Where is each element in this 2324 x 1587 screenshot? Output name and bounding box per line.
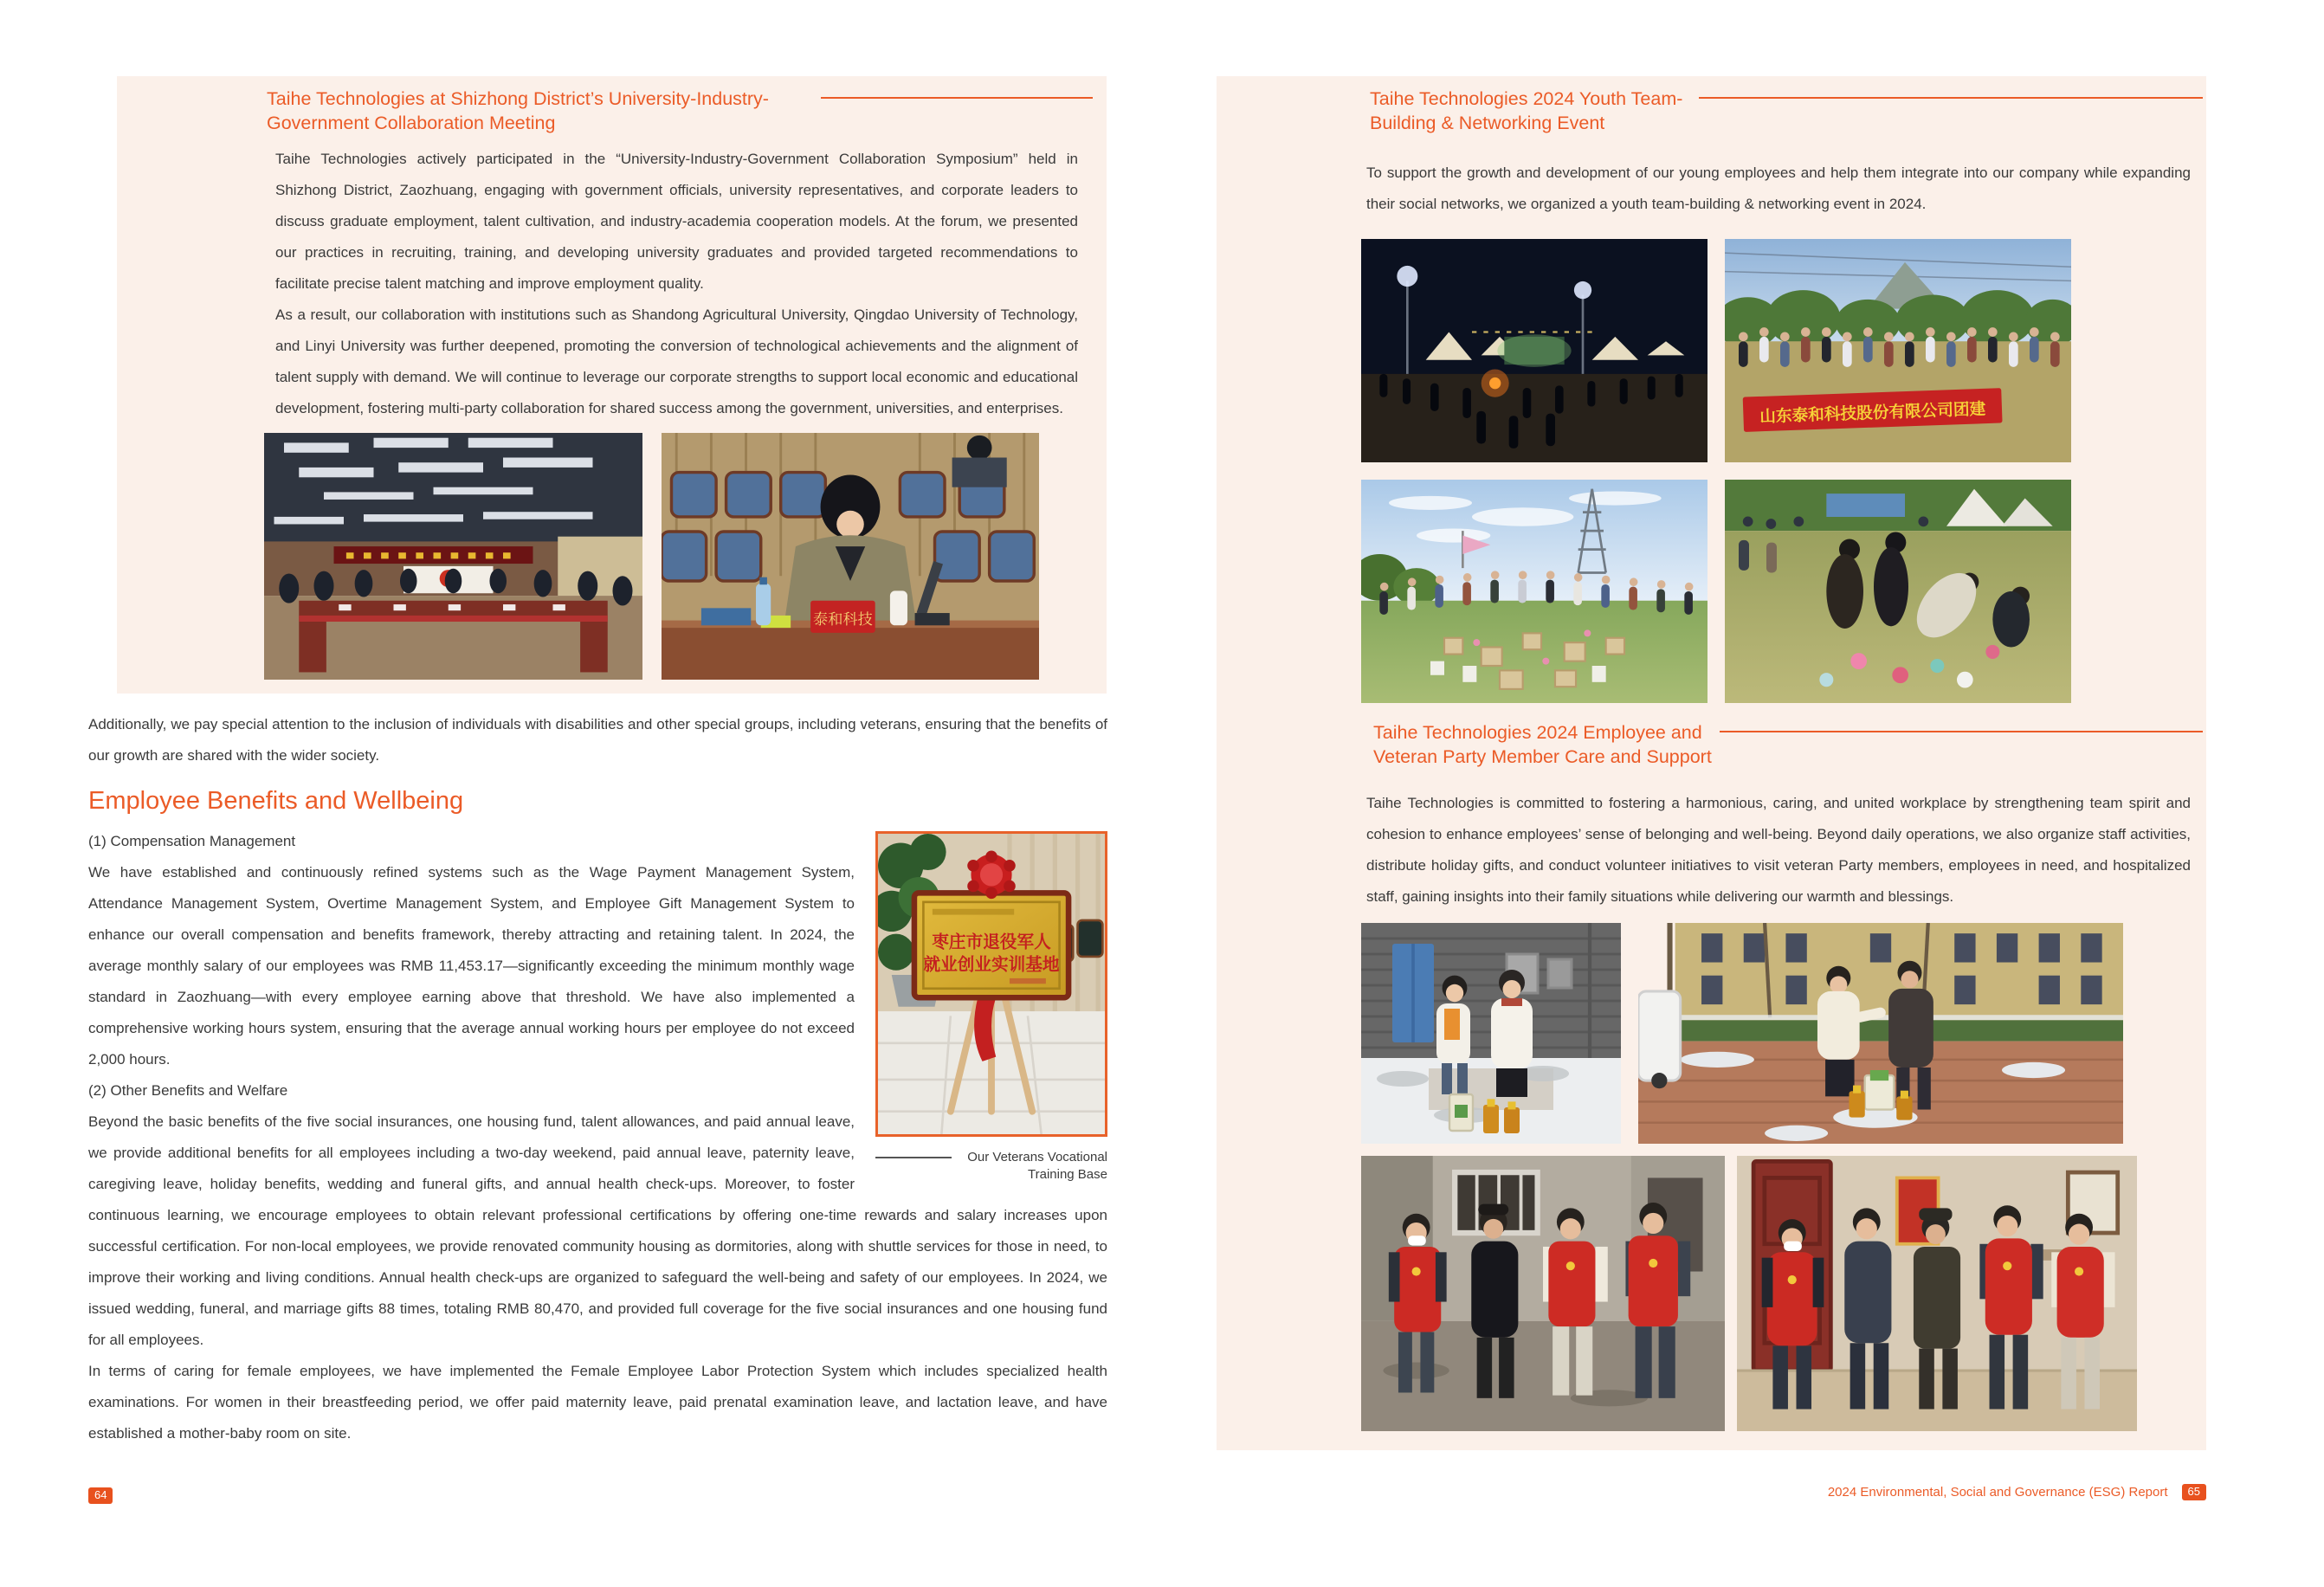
right-highlight-panel xyxy=(1217,76,2206,1450)
youth-title-line2: Building & Networking Event xyxy=(1370,113,1605,133)
compensation-label: (1) Compensation Management xyxy=(88,833,296,849)
veteran-title-line1: Taihe Technologies 2024 Employee and xyxy=(1373,722,1702,743)
veteran-photo-row-2 xyxy=(1361,1156,2206,1431)
meeting-photo-row xyxy=(264,433,1107,680)
youth-photo-grid xyxy=(1361,239,2075,703)
collaboration-body xyxy=(275,144,1078,424)
collaboration-paragraph-1: Taihe Technologies actively participated in the “University-Industry-Government Collaboration Symposium” held in Shizhong District, Zaozhuang, engaging with government officials, university representatives, and corporate leaders to discuss graduate employment, talent cultivation, and industry-academia cooperation models. At the forum, we presented our practices in recruiting, training, and developing university graduates and provided targeted recommendations to facilitate precise talent matching and improve employment quality. xyxy=(275,151,1078,292)
photo-team-group-banner xyxy=(1725,239,2071,462)
female-care-paragraph: In terms of caring for female employees, we have implemented the Female Employee Labor Protection System which includes specialized health examinations. For women in their breastfeeding period, we offer paid maternity leave, paid prenatal examination leave, and lactation leave, and have established a mother-baby room on site. xyxy=(88,1363,1107,1442)
photo-balloon-game xyxy=(1725,480,2071,703)
section-header-collaboration xyxy=(267,87,1093,135)
plaque-text-line2: 就业创业实训基地 xyxy=(923,955,1060,975)
left-highlight-panel xyxy=(117,76,1107,694)
banner-text: 山东泰和科技股份有限公司团建 xyxy=(1759,399,1986,426)
placard-text: 泰和科技 xyxy=(813,610,873,628)
welfare-label: (2) Other Benefits and Welfare xyxy=(88,1082,288,1099)
veteran-paragraph: Taihe Technologies is committed to fostering a harmonious, caring, and united workplace by strengthening team spirit and cohesion to enhance employees’ sense of belonging and well-being. Beyond daily operations, we also organize staff activities, distribute holiday gifts, and conduct volunteer initiatives to visit veteran Party members, employees in need, and hospitalized staff, gaining insights into their family situations while delivering our warmth and blessings. xyxy=(1366,795,2191,905)
caption-text: Our Veterans Vocational Training Base xyxy=(967,1150,1107,1182)
section-header-youth xyxy=(1370,87,2203,135)
inclusion-paragraph: Additionally, we pay special attention to the inclusion of individuals with disabilities and other special groups, including veterans, ensuring that the benefits of our growth are shared with the wider society. xyxy=(88,716,1107,764)
report-footer xyxy=(1818,1484,2206,1500)
plaque-text-line1: 枣庄市退役军人 xyxy=(932,932,1051,952)
section-divider xyxy=(1699,97,2203,99)
veteran-title-line2: Veteran Party Member Care and Support xyxy=(1373,746,1712,767)
photo-winter-visit-two-women xyxy=(1361,923,1621,1144)
page-number-right: 65 xyxy=(2182,1484,2206,1500)
section-title-line2: Government Collaboration Meeting xyxy=(267,113,556,133)
veterans-base-figure xyxy=(875,831,1107,1184)
photo-campfire-night xyxy=(1361,239,1707,462)
section-title-collaboration xyxy=(267,87,821,135)
youth-title-line1: Taihe Technologies 2024 Youth Team- xyxy=(1370,88,1683,109)
welfare-paragraph: Beyond the basic benefits of the five social insurances, one housing fund, talent allowances, and paid annual leave, we provide additional benefits for all employees including a two-day weekend, paid annual leave, paternity leave, caregiving leave, holiday benefits, wedding and funeral gifts, and annual health check-ups. Moreover, to foster continuous learning, we encourage employees to obtain relevant professional certifications by offering one-time rewards and salary increases upon successful certification. For non-local employees, we provide renovated community housing as dormitories, along with shuttle services for those in need, to improve their working and living conditions. Annual health check-ups are organized to safeguard the well-being and safety of our employees. In 2024, we issued wedding, funeral, and marriage gifts 88 times, totaling RMB 80,470, and provided full coverage for the five social insurances and one housing fund for all employees. xyxy=(88,1113,1107,1348)
section-header-veteran xyxy=(1373,720,2203,769)
benefits-heading: Employee Benefits and Wellbeing xyxy=(88,787,464,815)
left-page-column xyxy=(88,76,1107,1449)
photo-symposium-meeting-room xyxy=(264,433,642,680)
figure-caption xyxy=(875,1149,1107,1184)
page-number-left: 64 xyxy=(88,1487,113,1504)
photo-volunteers-red-vests-indoor xyxy=(1737,1156,2137,1431)
collaboration-paragraph-2: As a result, our collaboration with institutions such as Shandong Agricultural University, Qingdao University of Technology, and Linyi University was further deepened, promoting the conversion of technological achievements and the alignment of talent supply with demand. We will continue to leverage our corporate strengths to support local economic and educational development, fostering multi-party collaboration for shared success among the government, universities, and enterprises. xyxy=(275,306,1078,416)
footer-report-title: 2024 Environmental, Social and Governance (ESG) Report xyxy=(1827,1485,2168,1500)
veteran-photo-grid xyxy=(1361,923,2206,1431)
veteran-photo-row-1 xyxy=(1361,923,2206,1144)
section-title-veteran xyxy=(1373,720,1720,769)
photo-gift-circle xyxy=(1361,480,1707,703)
photo-veterans-training-base-plaque xyxy=(875,831,1107,1137)
youth-paragraph: To support the growth and development of our young employees and help them integrate into our company while expanding their social networks, we organized a youth team-building & networking event in 2024. xyxy=(1366,165,2191,212)
section-title-line1: Taihe Technologies at Shizhong District’s University-Industry- xyxy=(267,88,769,109)
photo-symposium-speaker xyxy=(662,433,1039,680)
section-divider xyxy=(821,97,1093,99)
photo-winter-visit-gift-handover xyxy=(1638,923,2123,1144)
section-divider xyxy=(1720,731,2203,732)
section-title-youth xyxy=(1370,87,1699,135)
benefits-section xyxy=(88,826,1107,1449)
photo-volunteers-red-vests-outdoor xyxy=(1361,1156,1725,1431)
compensation-paragraph: We have established and continuously refined systems such as the Wage Payment Management System, Attendance Management System, Overtime Management System, and Employee Gift Management System to enhance our overall compensation and benefits framework, thereby attracting and retaining talent. In 2024, the average monthly salary of our employees was RMB 11,453.17—significantly exceeding the minimum monthly wage standard in Zaozhuang—with every employee earning above that threshold. We have also implemented a comprehensive working hours system, ensuring that the average annual working hours per employee do not exceed 2,000 hours. xyxy=(88,864,855,1068)
caption-rule-line xyxy=(875,1157,952,1184)
